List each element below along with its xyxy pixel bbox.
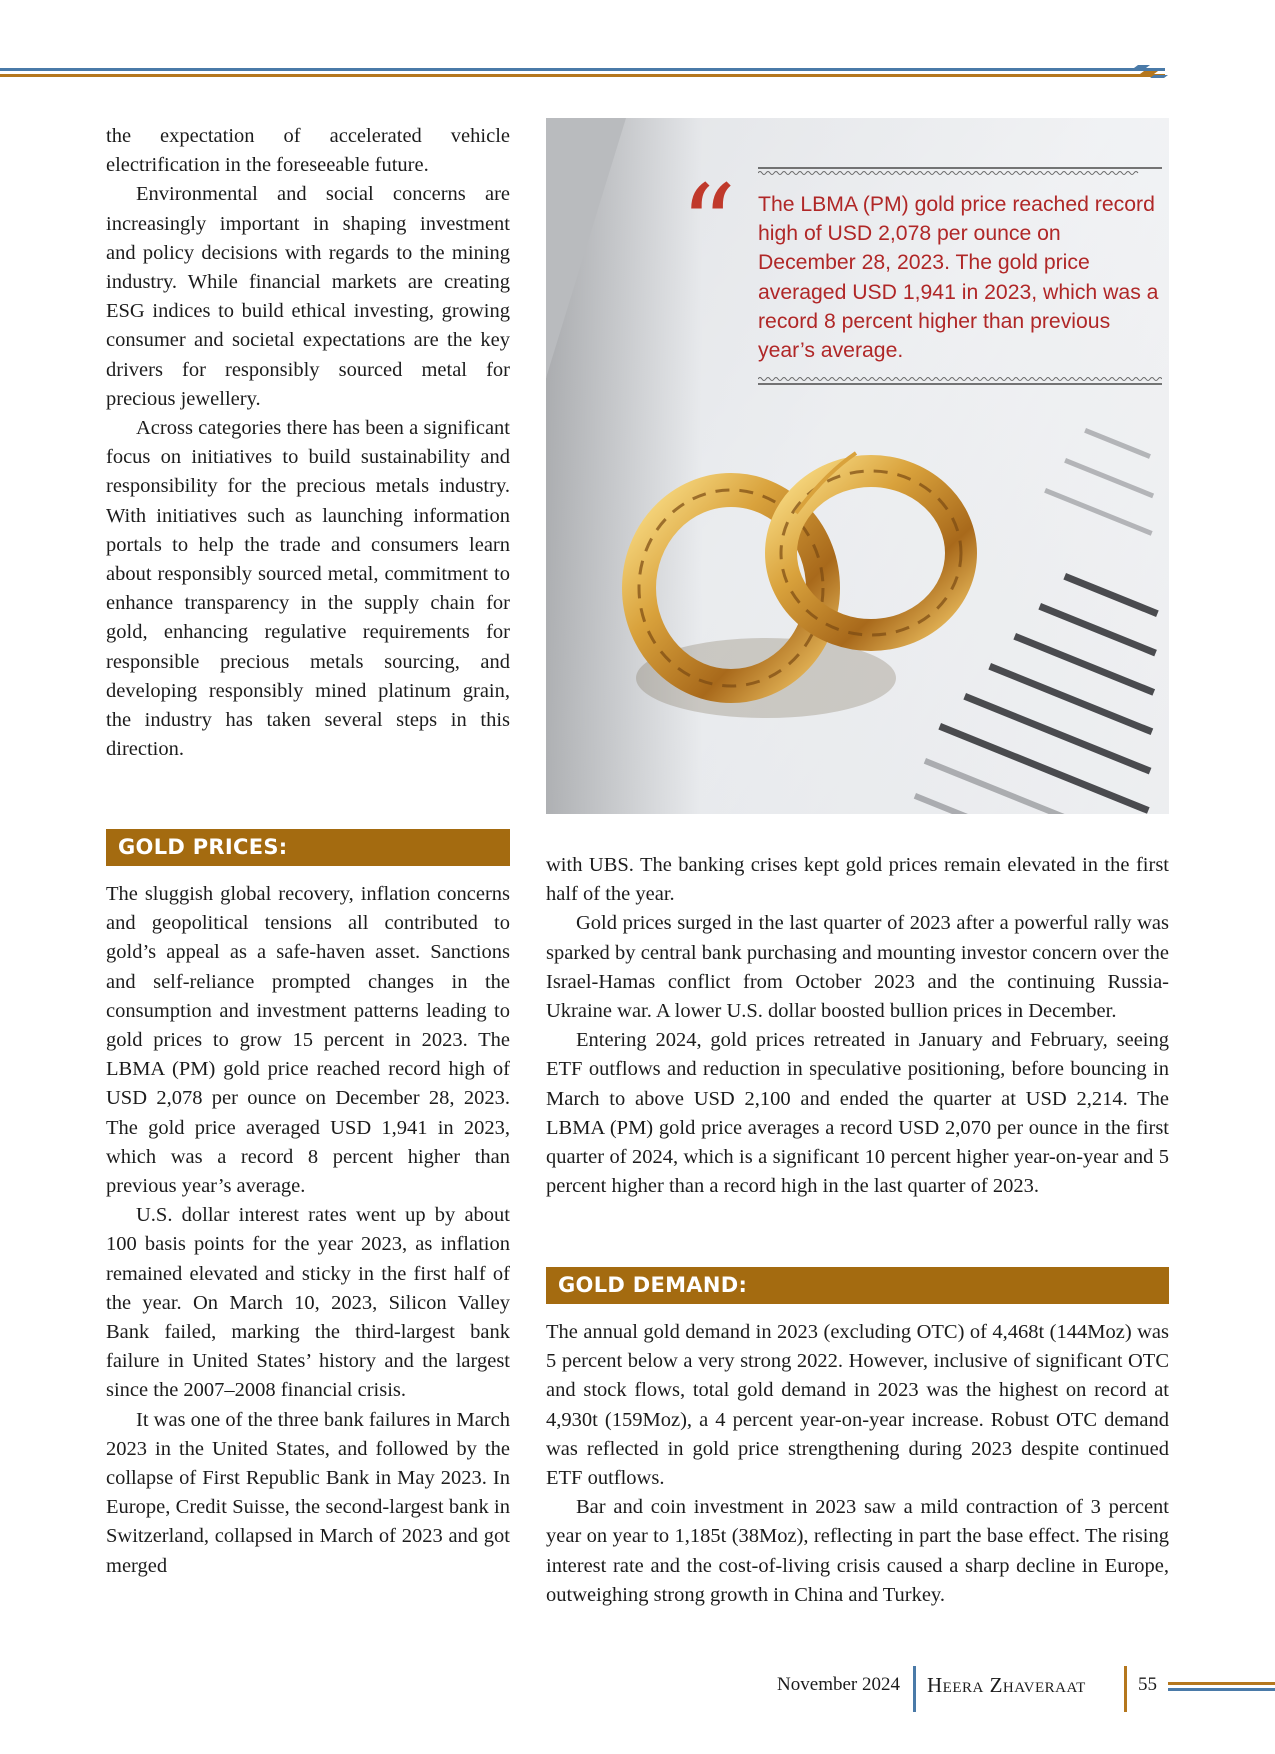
footer-divider-gold [1124,1666,1127,1712]
top-rule-lines [0,68,1165,82]
paragraph: Bar and coin investment in 2023 saw a mild contraction of 3 percent year on year to 1,185t (38Moz), reflecting in part the base effect. The rising interest rate and the cost-of-living crisis caused a sharp decline in Europe, outweighing strong growth in China and Turkey. [546,1496,1169,1606]
paragraph: the expectation of accelerated vehicle electrification in the foreseeable future. [106,125,510,177]
left-column-gold-prices [106,880,510,1581]
footer-rule-gold [1168,1682,1275,1685]
quote-bottom-rule [758,376,1162,386]
paragraph: Entering 2024, gold prices retreated in January and February, seeing ETF outflows and reduction in speculative positioning, before bouncing in March to above USD 2,100 and ended the quarter at USD 2,214. The LBMA (PM) gold price averages a record USD 2,070 per ounce in the first quarter of 2024, which is a significant 10 percent higher year-on-year and 5 percent higher than a record high in the last quarter of 2023. [546,1029,1169,1198]
paragraph: Gold prices surged in the last quarter of 2023 after a powerful rally was sparked by central bank purchasing and mounting investor concern over the Israel-Hamas conflict from October 2023 and the continuing Russia-Ukraine war. A lower U.S. dollar boosted bullion prices in December. [546,912,1169,1023]
top-rule-end-ornament [1132,64,1168,80]
pull-quote-text: The LBMA (PM) gold price reached record high of USD 2,078 per ounce on December 28, 2023. The gold price averaged USD 1,941 in 2023, which was a record 8 percent higher than previous year’s average. [758,193,1159,363]
top-rule-blue [0,68,1165,71]
paragraph: The sluggish global recovery, inflation concerns and geopolitical tensions all contributed to gold’s appeal as a safe-haven asset. Sanctions and self-reliance prompted changes in the consumption and investment patterns leading to gold prices to grow 15 percent in 2023. The LBMA (PM) gold price reached record high of USD 2,078 per ounce on December 28, 2023. The gold price averaged USD 1,941 in 2023, which was a record 8 percent higher than previous year’s average. [106,883,510,1198]
paragraph: Environmental and social concerns are increasingly important in shaping investment and policy decisions with regards to the mining industry. While financial markets are creating ESG indices to build ethical investing, growing consumer and societal expectations are the key drivers for responsibly sourced metal for precious jewellery. [106,183,510,410]
paragraph: U.S. dollar interest rates went up by about 100 basis points for the year 2023, as inflation remained elevated and sticky in the first half of the year. On March 10, 2023, Silicon Valley Bank failed, marking the third-largest bank failure in United States’ history and the largest since the 2007–2008 financial crisis. [106,1204,510,1402]
footer-magazine-title: Heera Zhaveraat [927,1673,1086,1697]
left-column-intro [106,122,510,764]
quote-top-rule [758,166,1162,176]
footer-date: November 2024 [777,1674,900,1695]
paragraph: Across categories there has been a significant focus on initiatives to build sustainability and responsibility for the precious metals industry. With initiatives such as launching information portals to help the trade and consumers learn about responsibly sourced metal, commitment to enhance transparency in the supply chain for gold, enhancing regulative requirements for responsible precious metals sourcing, and developing responsibly mined platinum grain, the industry has taken several steps in this direction. [106,417,510,761]
footer-rule-lines [1168,1682,1275,1694]
pull-quote [758,166,1162,388]
page-number: 55 [1138,1674,1157,1695]
footer-divider-blue [913,1666,916,1712]
right-column-gold-demand [546,1318,1169,1610]
paragraph: The annual gold demand in 2023 (excluding OTC) of 4,468t (144Moz) was 5 percent below a very strong 2022. However, inclusive of significant OTC and stock flows, total gold demand in 2023 was the highest on record at 4,930t (159Moz), a 4 percent year-on-year increase. Robust OTC demand was reflected in gold price strengthening during 2023 despite continued ETF outflows. [546,1321,1169,1490]
right-column-gold-prices [546,851,1169,1201]
paragraph: with UBS. The banking crises kept gold prices remain elevated in the first half of the year. [546,854,1169,906]
paragraph: It was one of the three bank failures in March 2023 in the United States, and followed by the collapse of First Republic Bank in May 2023. In Europe, Credit Suisse, the second-largest bank in Switzerland, collapsed in March of 2023 and got merged [106,1408,510,1577]
section-heading-gold-demand: GOLD DEMAND: [546,1267,1169,1304]
top-rule-gold [0,74,1165,77]
footer-rule-blue [1168,1688,1275,1691]
quote-mark-icon: “ [680,170,737,250]
section-heading-gold-prices: GOLD PRICES: [106,829,510,866]
